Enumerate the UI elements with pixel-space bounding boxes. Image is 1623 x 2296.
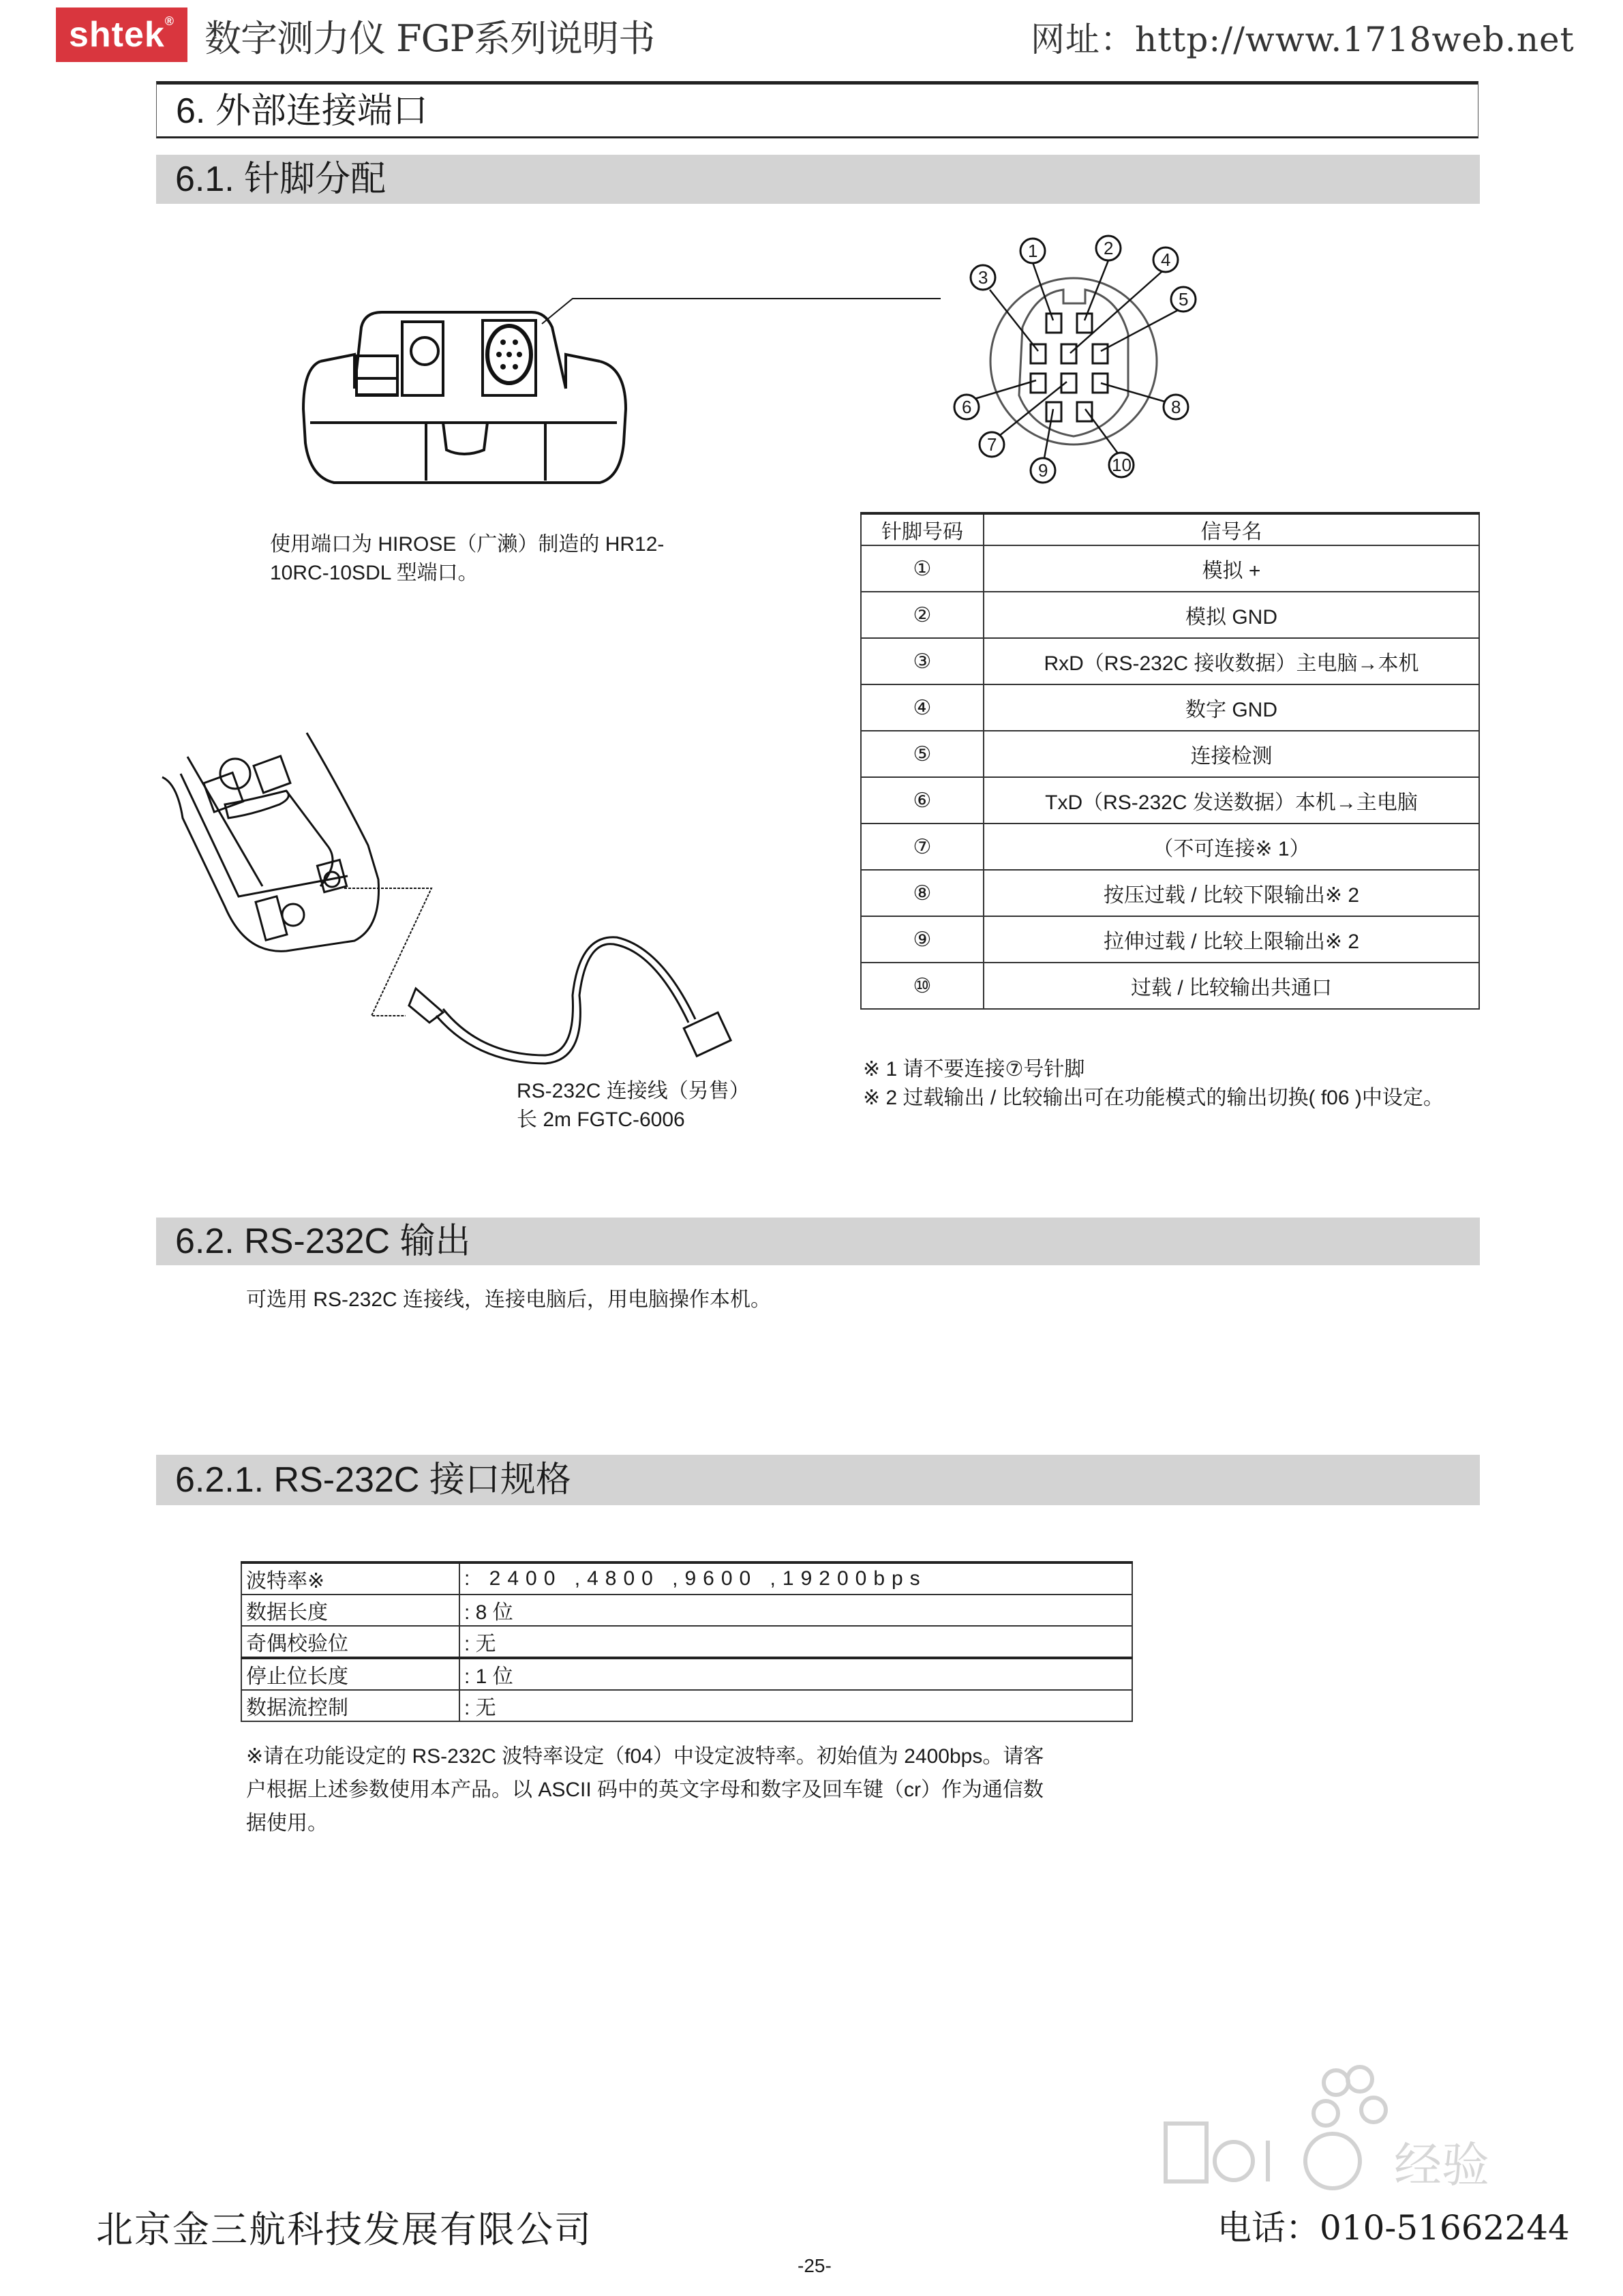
table-row bbox=[861, 545, 1479, 592]
baud-rate-note bbox=[246, 1740, 1044, 1840]
pin-label: 2 bbox=[1104, 238, 1114, 258]
section-6-2-heading: 6.2. RS-232C 输出 bbox=[156, 1218, 1480, 1265]
note-line: 户根据上述参数使用本产品。以 ASCII 码中的英文字母和数字及回车键（cr）作为通信数 bbox=[246, 1779, 1044, 1801]
rs232c-spec-table bbox=[241, 1561, 1133, 1722]
note-line: ※ 1 请不要连接⑦号针脚 bbox=[863, 1058, 1085, 1081]
spec-value: : 无 bbox=[459, 1690, 1132, 1721]
signal-name: 连接检测 bbox=[984, 731, 1479, 777]
spec-key: 波特率※ bbox=[241, 1562, 459, 1595]
pin-number: ③ bbox=[861, 638, 984, 684]
logo-text: shtek bbox=[68, 15, 165, 55]
spec-key: 停止位长度 bbox=[241, 1658, 459, 1690]
header-url: 网址：http://www.1718web.net bbox=[1031, 20, 1575, 59]
cable-caption-line: 长 2m FGTC-6006 bbox=[517, 1108, 685, 1131]
spec-value: : 2400 ,4800 ,9600 ,19200bps bbox=[459, 1562, 1132, 1595]
table-row bbox=[241, 1595, 1132, 1626]
table-row bbox=[241, 1690, 1132, 1721]
spec-key: 数据流控制 bbox=[241, 1690, 459, 1721]
spec-key: 数据长度 bbox=[241, 1595, 459, 1626]
spec-value: : 无 bbox=[459, 1626, 1132, 1658]
spec-value: : 1 位 bbox=[459, 1658, 1132, 1690]
note-line: ※ 2 过载输出 / 比较输出可在功能模式的输出切换( f06 )中设定。 bbox=[863, 1087, 1444, 1109]
document-title: 数字测力仪 FGP系列说明书 bbox=[204, 17, 655, 60]
table-row bbox=[861, 916, 1479, 963]
section-6-2-text: 可选用 RS-232C 连接线，连接电脑后，用电脑操作本机。 bbox=[246, 1288, 772, 1311]
pin-number: ⑦ bbox=[861, 824, 984, 870]
table-row bbox=[241, 1562, 1132, 1595]
footer-company: 北京金三航科技发展有限公司 bbox=[96, 2208, 592, 2251]
table-row bbox=[241, 1658, 1132, 1690]
pin-label: 5 bbox=[1179, 289, 1189, 309]
pin-number: ⑤ bbox=[861, 731, 984, 777]
pin-label: 1 bbox=[1028, 241, 1038, 261]
signal-name: 拉伸过载 / 比较上限输出※ 2 bbox=[984, 916, 1479, 963]
pin-label: 6 bbox=[962, 397, 972, 417]
table-row bbox=[861, 592, 1479, 638]
device-cable-drawing bbox=[162, 733, 731, 1063]
signal-name: RxD（RS-232C 接收数据）主电脑→本机 bbox=[984, 638, 1479, 684]
page-number: -25- bbox=[798, 2255, 832, 2276]
cable-caption-line: RS-232C 连接线（另售） bbox=[517, 1080, 750, 1102]
pin-assignment-table bbox=[860, 512, 1480, 1010]
pin-number: ⑧ bbox=[861, 870, 984, 916]
section-6-2-1-heading: 6.2.1. RS-232C 接口规格 bbox=[156, 1455, 1480, 1505]
signal-name: 模拟 GND bbox=[984, 592, 1479, 638]
pin-number: ⑩ bbox=[861, 963, 984, 1009]
table-header-row bbox=[861, 513, 1479, 545]
note-line: 据使用。 bbox=[246, 1812, 328, 1834]
footer-phone: 电话：010-51662244 bbox=[1217, 2208, 1570, 2248]
column-header-signal: 信号名 bbox=[984, 513, 1479, 545]
table-row bbox=[861, 777, 1479, 824]
port-caption bbox=[270, 530, 664, 588]
signal-name: TxD（RS-232C 发送数据）本机→主电脑 bbox=[984, 777, 1479, 824]
table-row bbox=[241, 1626, 1132, 1658]
table-row bbox=[861, 731, 1479, 777]
pin-number: ① bbox=[861, 545, 984, 592]
pin-number: ② bbox=[861, 592, 984, 638]
section-6-heading: 6. 外部连接端口 bbox=[156, 81, 1478, 138]
logo-mark: ® bbox=[164, 14, 175, 28]
signal-name: 过载 / 比较输出共通口 bbox=[984, 963, 1479, 1009]
table-row bbox=[861, 870, 1479, 916]
signal-name: （不可连接※ 1） bbox=[984, 824, 1479, 870]
pin-label: 9 bbox=[1038, 460, 1048, 481]
table-row bbox=[861, 684, 1479, 731]
table-row bbox=[861, 963, 1479, 1009]
port-caption-line: 使用端口为 HIROSE（广濑）制造的 HR12- bbox=[270, 533, 665, 556]
signal-name: 模拟 + bbox=[984, 545, 1479, 592]
pin-number: ⑨ bbox=[861, 916, 984, 963]
column-header-pin: 针脚号码 bbox=[861, 513, 984, 545]
pin-label: 8 bbox=[1171, 397, 1181, 417]
section-6-1-heading: 6.1. 针脚分配 bbox=[156, 155, 1480, 204]
pin-notes bbox=[863, 1055, 1444, 1113]
pin-number: ④ bbox=[861, 684, 984, 731]
pin-label: 10 bbox=[1112, 455, 1132, 475]
signal-name: 按压过载 / 比较下限输出※ 2 bbox=[984, 870, 1479, 916]
pin-label: 3 bbox=[978, 267, 988, 288]
port-caption-line: 10RC-10SDL 型端口。 bbox=[270, 562, 479, 584]
pin-number: ⑥ bbox=[861, 777, 984, 824]
signal-name: 数字 GND bbox=[984, 684, 1479, 731]
svg-text:经验: 经验 bbox=[1394, 2139, 1489, 2192]
cable-caption bbox=[517, 1077, 750, 1134]
table-row bbox=[861, 638, 1479, 684]
pin-label: 4 bbox=[1161, 250, 1171, 270]
spec-key: 奇偶校验位 bbox=[241, 1626, 459, 1658]
spec-value: : 8 位 bbox=[459, 1595, 1132, 1626]
baidu-watermark bbox=[1166, 2067, 1489, 2192]
pin-label: 7 bbox=[987, 434, 997, 455]
device-port-front-drawing bbox=[303, 299, 941, 483]
table-row bbox=[861, 824, 1479, 870]
note-line: ※请在功能设定的 RS-232C 波特率设定（f04）中设定波特率。初始值为 2400bps。请客 bbox=[246, 1745, 1044, 1768]
